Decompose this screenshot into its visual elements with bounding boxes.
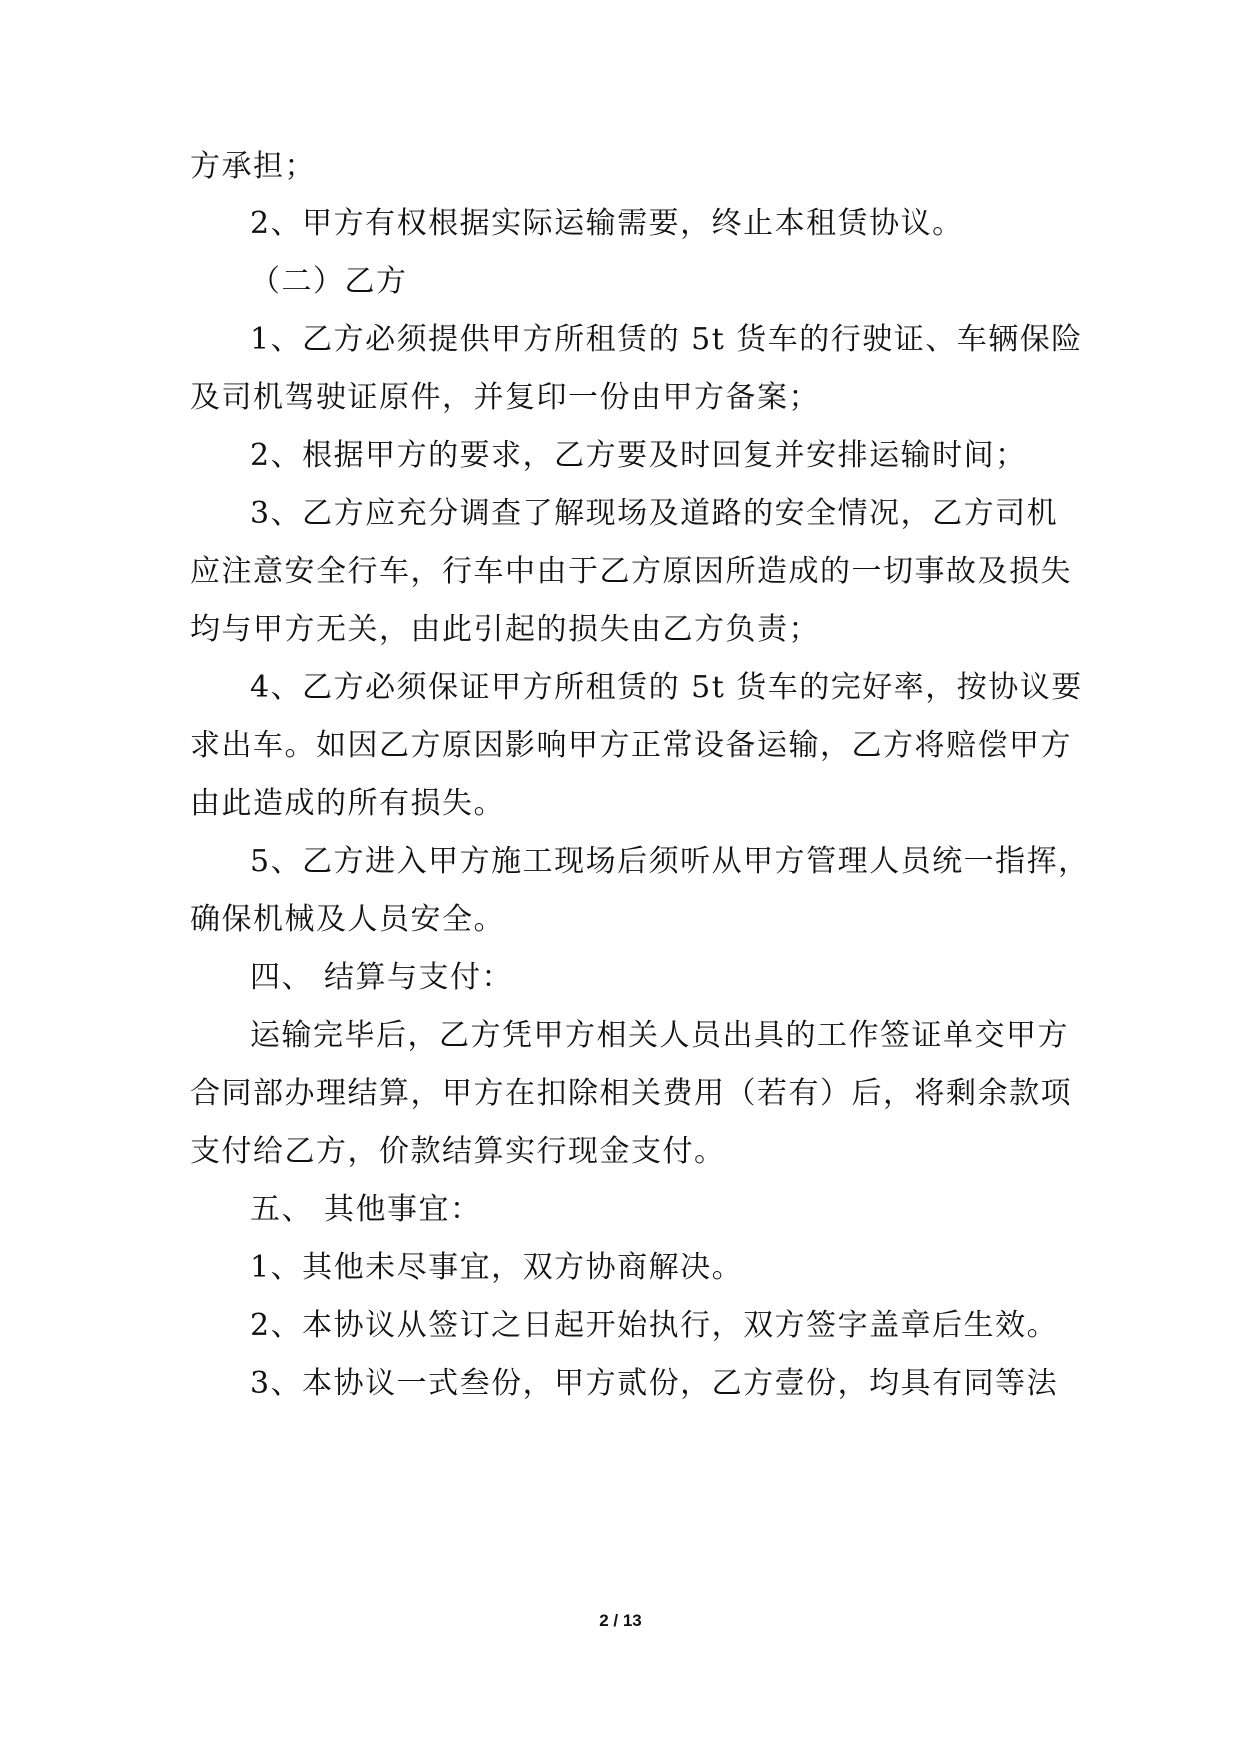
text-line: 1、乙方必须提供甲方所租赁的 5t 货车的行驶证、车辆保险 — [250, 322, 1083, 357]
text-line: 2、根据甲方的要求，乙方要及时回复并安排运输时间； — [250, 438, 1027, 473]
text-line: 方承担； — [190, 149, 316, 184]
text-line: 4、乙方必须保证甲方所租赁的 5t 货车的完好率，按协议要 — [250, 670, 1083, 705]
text-line: 运输完毕后，乙方凭甲方相关人员出具的工作签证单交甲方 — [250, 1018, 1069, 1053]
text-line: 求出车。如因乙方原因影响甲方正常设备运输，乙方将赔偿甲方 — [190, 728, 1072, 763]
text-line: 2、本协议从签订之日起开始执行，双方签字盖章后生效。 — [250, 1308, 1059, 1343]
text-line: 确保机械及人员安全。 — [190, 902, 505, 937]
text-line: 均与甲方无关，由此引起的损失由乙方负责； — [190, 612, 820, 647]
section-heading: （二）乙方 — [250, 264, 408, 299]
page-number: 2 / 13 — [599, 1611, 642, 1630]
text-line: 由此造成的所有损失。 — [190, 786, 505, 821]
text-line: 支付给乙方，价款结算实行现金支付。 — [190, 1134, 726, 1169]
text-line: 应注意安全行车，行车中由于乙方原因所造成的一切事故及损失 — [190, 554, 1072, 589]
text-line: 5、乙方进入甲方施工现场后须听从甲方管理人员统一指挥， — [250, 844, 1090, 879]
text-line: 及司机驾驶证原件，并复印一份由甲方备案； — [190, 380, 820, 415]
text-line: 3、本协议一式叁份，甲方贰份，乙方壹份，均具有同等法 — [250, 1366, 1059, 1401]
text-line: 2、甲方有权根据实际运输需要，终止本租赁协议。 — [250, 206, 964, 241]
section-heading: 五、 其他事宜： — [250, 1192, 482, 1227]
section-heading: 四、 结算与支付： — [250, 960, 514, 995]
text-line: 1、其他未尽事宜，双方协商解决。 — [250, 1250, 744, 1285]
text-line: 合同部办理结算，甲方在扣除相关费用（若有）后，将剩余款项 — [190, 1076, 1072, 1111]
text-line: 3、乙方应充分调查了解现场及道路的安全情况，乙方司机 — [250, 496, 1059, 531]
